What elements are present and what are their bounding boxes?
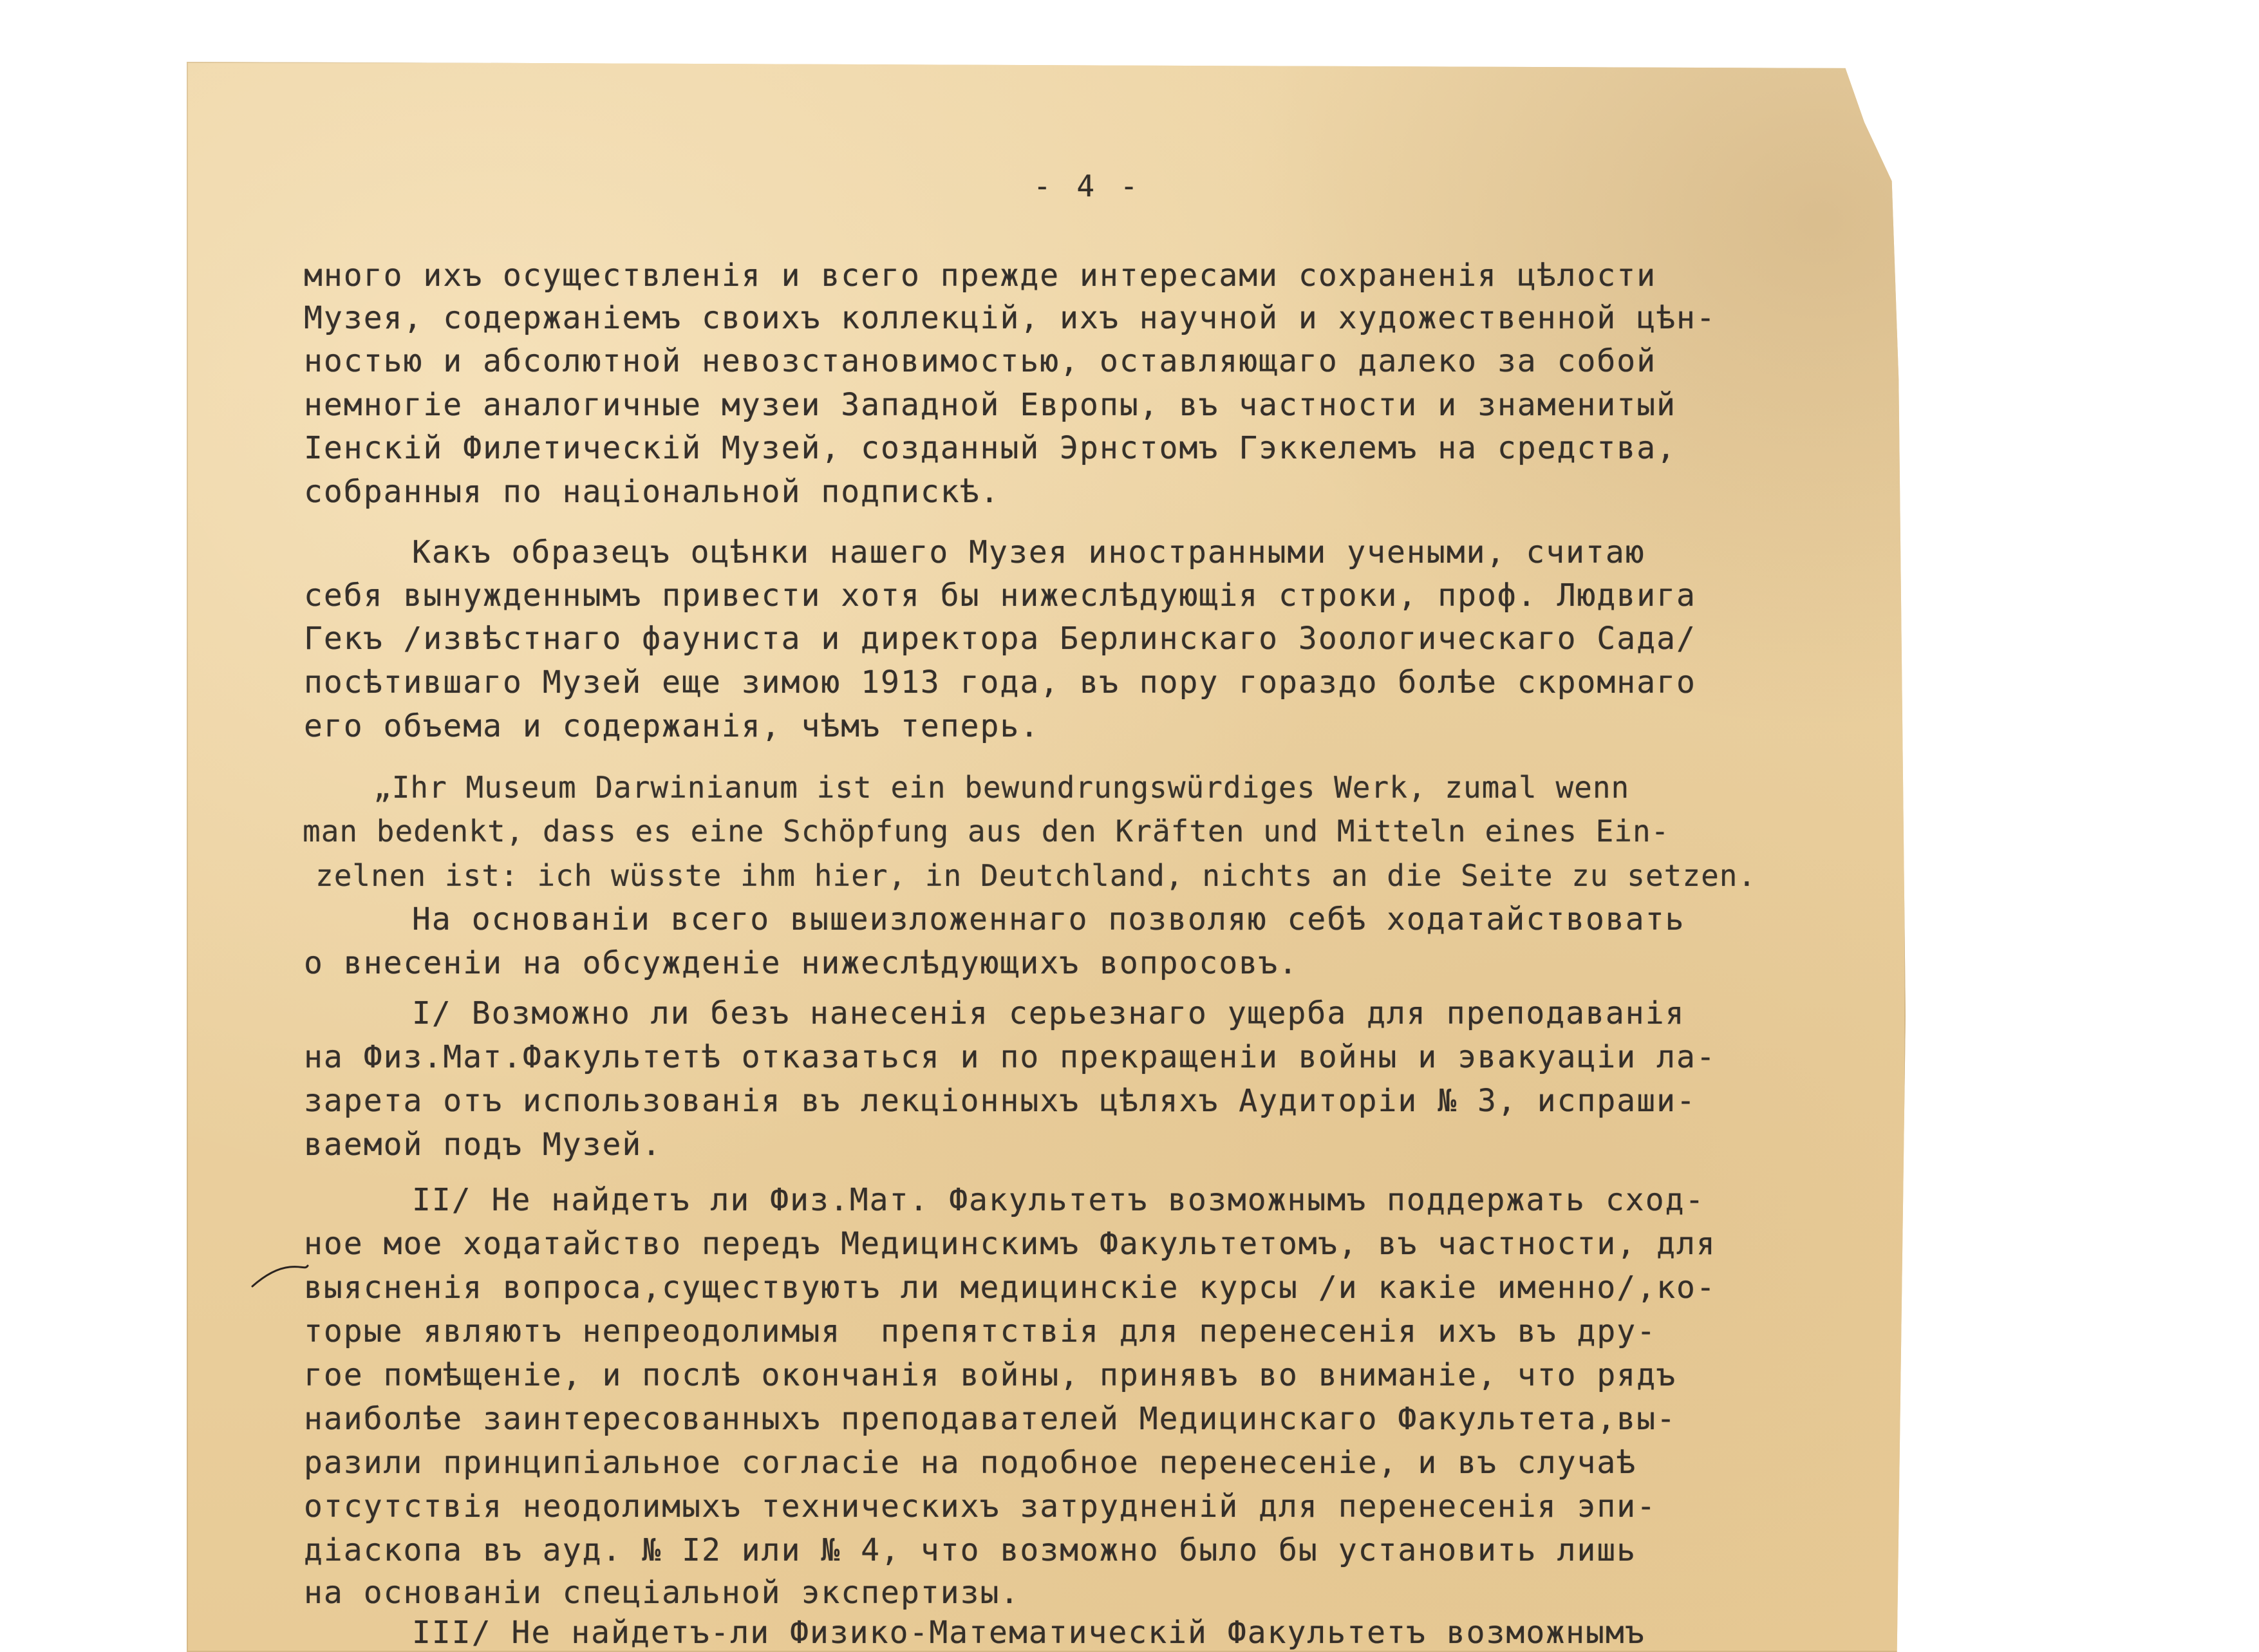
text-line: II/ Не найдетъ ли Физ.Мат. Факультетъ возможнымъ поддержать сход- [412,1182,1705,1218]
quote-line: zelnen ist: ich wüsste ihm hier, in Deutchland, nichts an die Seite zu setzen. [315,858,1757,893]
text-line: выясненія вопроса,существуютъ ли медицинскіе курсы /и какіе именно/,ко- [304,1270,1716,1306]
text-line: ное мое ходатайство передъ Медицинскимъ Факультетомъ, въ частности, для [304,1226,1716,1262]
text-line: Какъ образецъ оцѣнки нашего Музея иностранными учеными, считаю [412,534,1645,570]
quote-line: man bedenkt, dass es eine Schöpfung aus den Kräften und Mitteln eines Ein- [303,814,1670,849]
text-line: III/ Не найдетъ-ли Физико-Математическій Факультетъ возможнымъ [412,1615,1645,1651]
text-line: Музея, содержаніемъ своихъ коллекцій, ихъ научной и художественной цѣн- [304,300,1716,336]
text-line: торые являютъ непреодолимыя препятствія для перенесенія ихъ въ дру- [304,1313,1657,1349]
text-line: на основаніи спеціальной экспертизы. [304,1575,1020,1611]
text-line: себя вынужденнымъ привести хотя бы нижеслѣдующія строки, проф. Людвига [304,577,1696,614]
text-line: Гекъ /извѣстнаго фауниста и директора Берлинскаго Зоологическаго Сада/ [304,621,1696,657]
text-line: немногіе аналогичные музеи Западной Европы, въ частности и знаменитый [304,387,1676,423]
text-line: разили принципіальное согласіе на подобное перенесеніе, и въ случаѣ [304,1445,1637,1481]
text-line: ваемой подъ Музей. [304,1127,662,1163]
text-line: отсутствія неодолимыхъ техническихъ затрудненій для перенесенія эпи- [304,1488,1657,1525]
text-line: о внесеніи на обсужденіе нижеслѣдующихъ вопросовъ. [304,945,1298,981]
text-line: ностью и абсолютной невозстановимостью, оставляющаго далеко за собой [304,343,1657,379]
text-line: зарета отъ использованія въ лекціонныхъ цѣляхъ Аудиторіи № 3, испраши- [304,1083,1696,1119]
text-line: его объема и содержанія, чѣмъ теперь. [304,708,1040,744]
handwritten-insertion-mark [251,1263,309,1289]
page-number: - 4 - [1033,169,1142,203]
text-line: собранныя по національной подпискѣ. [304,474,1000,510]
text-line: на Физ.Мат.Факультетѣ отказаться и по прекращеніи войны и эвакуаціи ла- [304,1039,1716,1075]
text-line: наиболѣе заинтересованныхъ преподавателей Медицинскаго Факультета,вы- [304,1401,1676,1437]
text-line: много ихъ осуществленія и всего прежде интересами сохраненія цѣлости [304,258,1657,294]
text-line: I/ Возможно ли безъ нанесенія серьезнаго ущерба для преподаванія [412,995,1685,1031]
text-line: посѣтившаго Музей еще зимою 1913 года, въ пору гораздо болѣе скромнаго [304,664,1696,700]
text-line: гое помѣщеніе, и послѣ окончанія войны, принявъ во вниманіе, что рядъ [304,1357,1676,1393]
text-line: На основаніи всего вышеизложеннаго позволяю себѣ ходатайствовать [412,901,1685,937]
quote-line: „Ihr Museum Darwinianum ist ein bewundrungswürdiges Werk, zumal wenn [373,770,1630,805]
text-line: Іенскій Филетическій Музей, созданный Эрнстомъ Гэккелемъ на средства, [304,430,1676,466]
text-line: діаскопа въ ауд. № I2 или № 4, что возможно было бы установить лишь [304,1532,1637,1568]
